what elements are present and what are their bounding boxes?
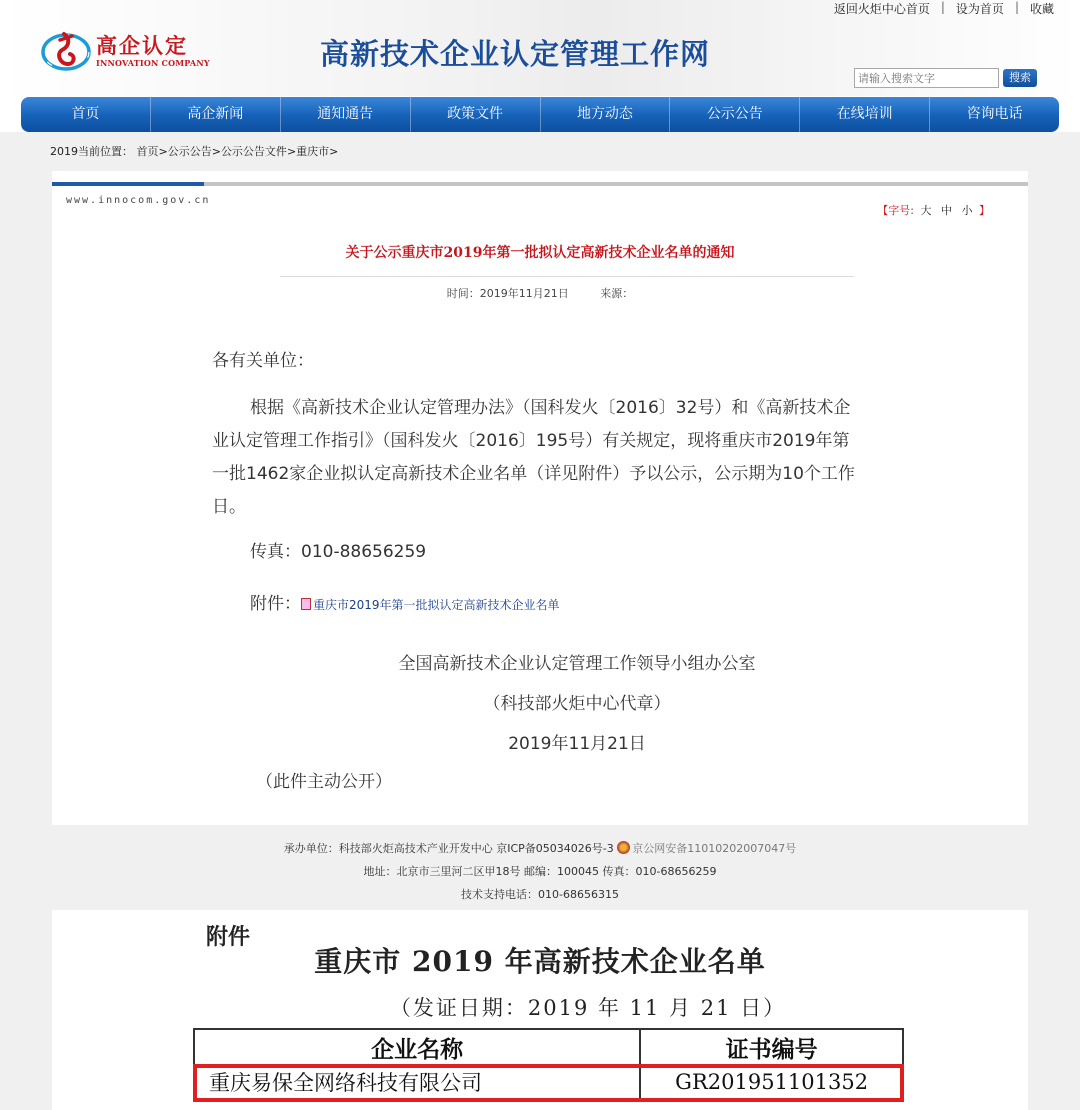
font-size-small[interactable]: 小 <box>961 204 973 217</box>
scan-date: （发证日期：2019 年 11 月 21 日） <box>389 996 787 1020</box>
footer-police-record[interactable]: 京公网安备11010202007047号 <box>632 842 797 855</box>
font-size-medium[interactable]: 中 <box>941 204 952 217</box>
scan-title: 重庆市 2019 年高新技术企业名单 <box>314 945 766 978</box>
search-input[interactable] <box>854 68 999 88</box>
highlight-box <box>193 1064 904 1102</box>
police-badge-icon <box>617 841 630 854</box>
footer-line-1 <box>0 840 1080 856</box>
logo-text-en: INNOVATION COMPANY <box>96 58 210 68</box>
toplink-favorite[interactable]: 收藏 <box>1029 2 1054 16</box>
signature-date: 2019年11月21日 <box>508 734 646 754</box>
site-url: www.innocom.gov.cn <box>66 195 211 206</box>
logo-icon <box>40 24 92 76</box>
nav-item-local[interactable]: 地方动态 <box>540 97 670 132</box>
article-title: 关于公示重庆市2019年第一批拟认定高新技术企业名单的通知 <box>345 245 735 261</box>
nav-item-hotline[interactable]: 咨询电话 <box>929 97 1059 132</box>
breadcrumb-sep: > <box>211 145 221 158</box>
table-cell-company: 重庆易保全网络科技有限公司 <box>194 1065 640 1099</box>
font-size-switcher <box>877 202 990 218</box>
article-fax: 传真：010-88656259 <box>250 542 427 562</box>
nav-item-training[interactable]: 在线培训 <box>799 97 929 132</box>
site-title: 高新技术企业认定管理工作网 <box>320 37 711 71</box>
breadcrumb-item[interactable]: 首页 <box>136 145 159 158</box>
nav-item-announcements[interactable]: 公示公告 <box>669 97 799 132</box>
scan-label: 附件 <box>206 924 251 950</box>
font-size-close: 】 <box>979 204 990 217</box>
site-logo[interactable] <box>40 22 210 78</box>
top-links <box>834 0 1054 17</box>
toplink-separator: | <box>1014 0 1019 14</box>
toplink-home[interactable]: 返回火炬中心首页 <box>833 2 930 16</box>
signature-office: 全国高新技术企业认定管理工作领导小组办公室 <box>398 654 756 674</box>
table-header-cert: 证书编号 <box>640 1029 903 1065</box>
article-paragraph-text: 根据《高新技术企业认定管理办法》（国科发火〔2016〕32号）和《高新技术企业认定管理工作指引》（国科发火〔2016〕195号）有关规定，现将重庆市2019年第一批1462家企业拟认定高新技术企业名单（详见附件）予以公示，公示期为10个工作日。 <box>212 398 855 517</box>
article-paragraph <box>212 392 860 524</box>
footer-organizer: 承办单位：科技部火炬高技术产业开发中心 京ICP备05034026号-3 <box>283 842 614 855</box>
signature-seal: （科技部火炬中心代章） <box>483 694 671 714</box>
breadcrumb-item[interactable]: 重庆市 <box>296 145 330 158</box>
nav-item-policies[interactable]: 政策文件 <box>410 97 540 132</box>
search-button[interactable]: 搜索 <box>1003 69 1037 87</box>
article-source: 来源： <box>600 287 634 300</box>
nav-item-news[interactable]: 高企新闻 <box>150 97 280 132</box>
logo-text-cn: 高企认定 <box>96 34 188 58</box>
font-size-label: 【字号: <box>877 204 914 217</box>
public-notice: （此件主动公开） <box>256 772 392 792</box>
site-header <box>0 0 1080 96</box>
nav-item-notices[interactable]: 通知通告 <box>280 97 410 132</box>
footer-support: 技术支持电话：010-68656315 <box>461 888 619 901</box>
nav-item-home[interactable]: 首页 <box>71 106 100 122</box>
card-top-bar-accent <box>52 182 204 186</box>
breadcrumb <box>50 143 338 159</box>
article-attachment <box>250 589 560 614</box>
table-header-company: 企业名称 <box>194 1029 640 1065</box>
attachment-label: 附件： <box>250 594 301 614</box>
article-card <box>52 171 1028 825</box>
attachment-link[interactable]: 重庆市2019年第一批拟认定高新技术企业名单 <box>313 598 560 612</box>
article-meta <box>52 285 1028 301</box>
article-time: 时间：2019年11月21日 <box>446 287 569 300</box>
footer-address: 地址：北京市三里河二区甲18号 邮编：100045 传真：010-68656259 <box>363 865 717 878</box>
table-cell-cert: GR201951101352 <box>640 1065 903 1099</box>
breadcrumb-sep: > <box>329 145 339 158</box>
article-salutation: 各有关单位： <box>212 351 314 371</box>
main-nav <box>21 97 1059 132</box>
toplink-set-homepage[interactable]: 设为首页 <box>955 2 1004 16</box>
breadcrumb-sep: > <box>286 145 297 158</box>
breadcrumb-item[interactable]: 公示公告文件 <box>220 145 287 158</box>
title-divider <box>280 276 854 277</box>
breadcrumb-sep: > <box>158 145 168 158</box>
pdf-file-icon <box>301 598 311 610</box>
breadcrumb-prefix: 2019当前位置： <box>50 145 133 158</box>
table-header-row <box>194 1029 903 1065</box>
font-size-large[interactable]: 大 <box>920 204 932 217</box>
toplink-separator: | <box>940 0 945 14</box>
breadcrumb-item[interactable]: 公示公告 <box>167 145 212 158</box>
card-top-bar <box>52 182 1028 186</box>
